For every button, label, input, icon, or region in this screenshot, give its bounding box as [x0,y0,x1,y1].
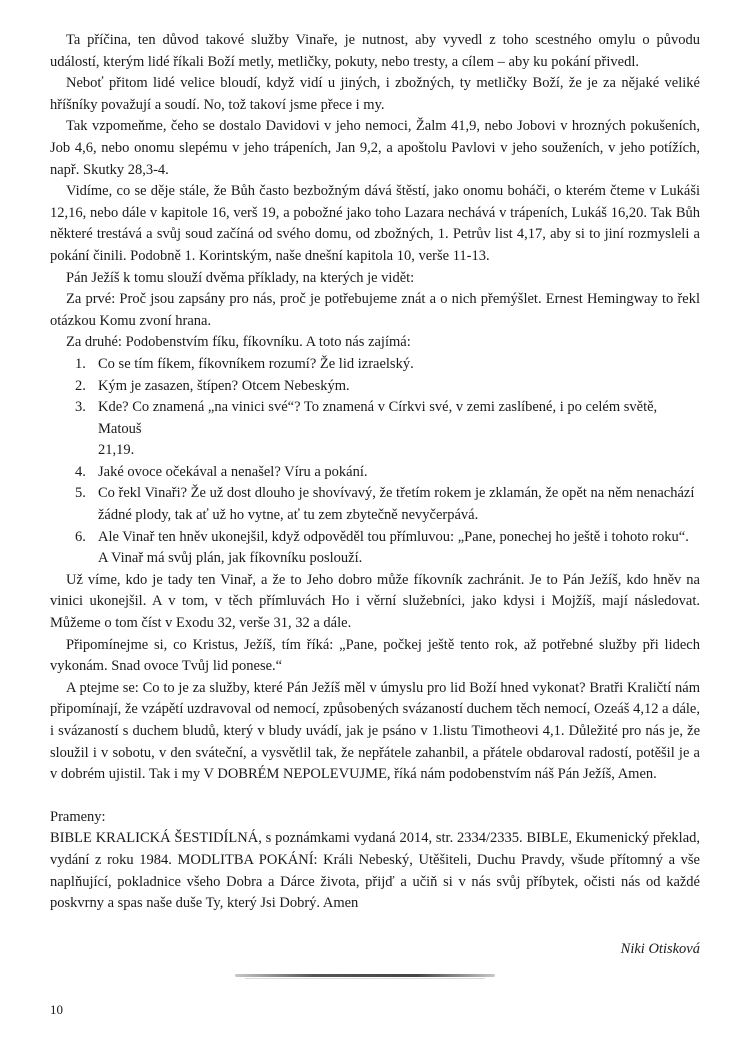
paragraph: Pán Ježíš k tomu slouží dvěma příklady, na kterých je vidět: [66,269,415,286]
list-number: 4. [75,463,86,480]
divider-shadow [245,978,485,979]
paragraph: Připomínejme si, co Kristus, Ježíš, tím říká: „Pane, počkej ještě tento rok, až potřebné služby při lidech vykonám. Snad ovoce Tvůj lid ponese.“ [50,636,700,675]
list-item [50,483,700,526]
list-text: Kde? Co znamená „na vinici své“? To znamená v Církvi své, v zemi zaslíbené, i po celém světě, Matouš [98,399,658,437]
list-number: 1. [75,355,86,372]
list-text: Ale Vinař ten hněv ukonejšil, když odpověděl tou přímluvou: „Pane, ponechej ho ještě i tohoto roku“. [98,528,689,545]
list-number: 6. [75,528,86,545]
paragraph: Za druhé: Podobenstvím fíku, fíkovníku. A toto nás zajímá: [66,334,411,351]
author-signature: Niki Otisková [620,941,700,957]
paragraph: Za prvé: Proč jsou zapsány pro nás, proč je potřebujeme znát a o nich přemýšlet. Ernest Hemingway to řekl otázkou Komu zvoní hrana. [50,291,700,329]
numbered-list [50,354,700,570]
paragraph: Už víme, kdo je tady ten Vinař, a že to Jeho dobro může fíkovník zachránit. Je to Pán Ježíš, kdo hněv na vinici ukonejšil. A v tom, v těch přímluvách Ho i věrní služebníci, jako kdysi i Mojžíš, mají následovat. Můžeme o tom číst v Exodu 32, verše 31, 32 a dále. [50,571,700,632]
sources-text: BIBLE KRALICKÁ ŠESTIDÍLNÁ, s poznámkami vydaná 2014, str. 2334/2335. BIBLE, Ekumenický překlad, vydání z roku 1984. MODLITBA POKÁNÍ: Králi Nebeský, Utěšiteli, Duchu Pravdy, všude přítomný a vše naplňující, pokladnice všeho Dobra a Dárce života, přijď a učiň si v nás svůj příbytek, očisti nás od každé poskvrny a spas naše duše Ty, který Jsi Dobrý. Amen [50,830,700,912]
list-text: žádné plody, tak ať už ho vytne, ať tu zem zbytečně nevyčerpává. [98,507,479,524]
list-item [50,462,700,484]
list-text: Co se tím fíkem, fíkovníkem rozumí? Že lid izraelský. [98,355,414,372]
list-number: 3. [75,399,86,416]
list-item [50,354,700,376]
article-body [50,30,700,915]
list-item [50,376,700,398]
list-text: Jaké ovoce očekával a nenašel? Víru a pokání. [98,463,368,480]
divider-line [235,974,495,977]
list-item [50,527,700,570]
paragraph: A ptejme se: Co to je za služby, které Pán Ježíš měl v úmyslu pro lid Boží hned vykonat? Bratři Kraličtí nám připomínají, že vzápětí uzdravoval od nemocí, způsobených svázaností duchem těch nemocí, Ozeáš 4,12 a dále, i svázaností s duchem bludů, který v bludy uvádí, jak je psáno v 1.listu Timotheovi 4,1. Důležité pro nás je, že sloužil i v sobotu, v den sváteční, a vysvětlil tak, že nepřátele zahanbil, a přátele obdaroval radostí, potěšil je a v dobrém ujistil. Tak i my V DOBRÉM NEPOLEVUJME, říká nám podobenstvím náš Pán Ježíš, Amen. [50,679,700,783]
list-number: 5. [75,485,86,502]
paragraph: Ta příčina, ten důvod takové služby Vinaře, je nutnost, aby vyvedl z toho scestného omylu o původu událostí, kterým lidé říkali Boží metly, metličky, pokuty, nebo tresty, a cílem – aby ku pokání přivedl. [50,32,700,70]
list-text: Kým je zasazen, štípen? Otcem Nebeským. [98,377,350,394]
sources-heading: Prameny: [50,808,106,825]
paragraph: Tak vzpomeňme, čeho se dostalo Davidovi v jeho nemoci, Žalm 41,9, nebo Jobovi v hrozných pokušeních, Job 4,6, nebo onomu slepému v jeho trápeních, Jan 9,2, a apoštolu Pavlovi v jeho souženích, v jeho potížích, např. Skutky 28,3-4. [50,118,700,178]
list-text: A Vinař má svůj plán, jak fíkovníku poslouží. [98,550,363,567]
list-text: Co řekl Vinaři? Že už dost dlouho je shovívavý, že třetím rokem je zklamán, že opět na něm nenachází [98,485,695,502]
list-text: 21,19. [98,442,135,459]
paragraph: Vidíme, co se děje stále, že Bůh často bezbožným dává štěstí, jako onomu boháči, o kterém čteme v Lukáši 12,16, nebo dále v kapitole 16, verš 19, a pobožné jako toho Lazara nechává v trápeních, Lukáš 16,20. Tak Bůh některé trestává a svůj soud začíná od svého domu, od zbožných, 1. Petrův list 4,17, aby si to jiní rozmysleli a pokání činili. Podobně 1. Korintským, naše dnešní kapitola 10, verše 11-13. [50,183,700,264]
paragraph: Neboť přitom lidé velice bloudí, když vidí u jiných, i zbožných, ty metličky Boží, že je za nějaké veliké hříšníky považují a soudí. No, tož takoví jsme přece i my. [50,75,700,113]
list-number: 2. [75,377,86,394]
list-item [50,397,700,462]
page-number: 10 [50,1002,63,1017]
